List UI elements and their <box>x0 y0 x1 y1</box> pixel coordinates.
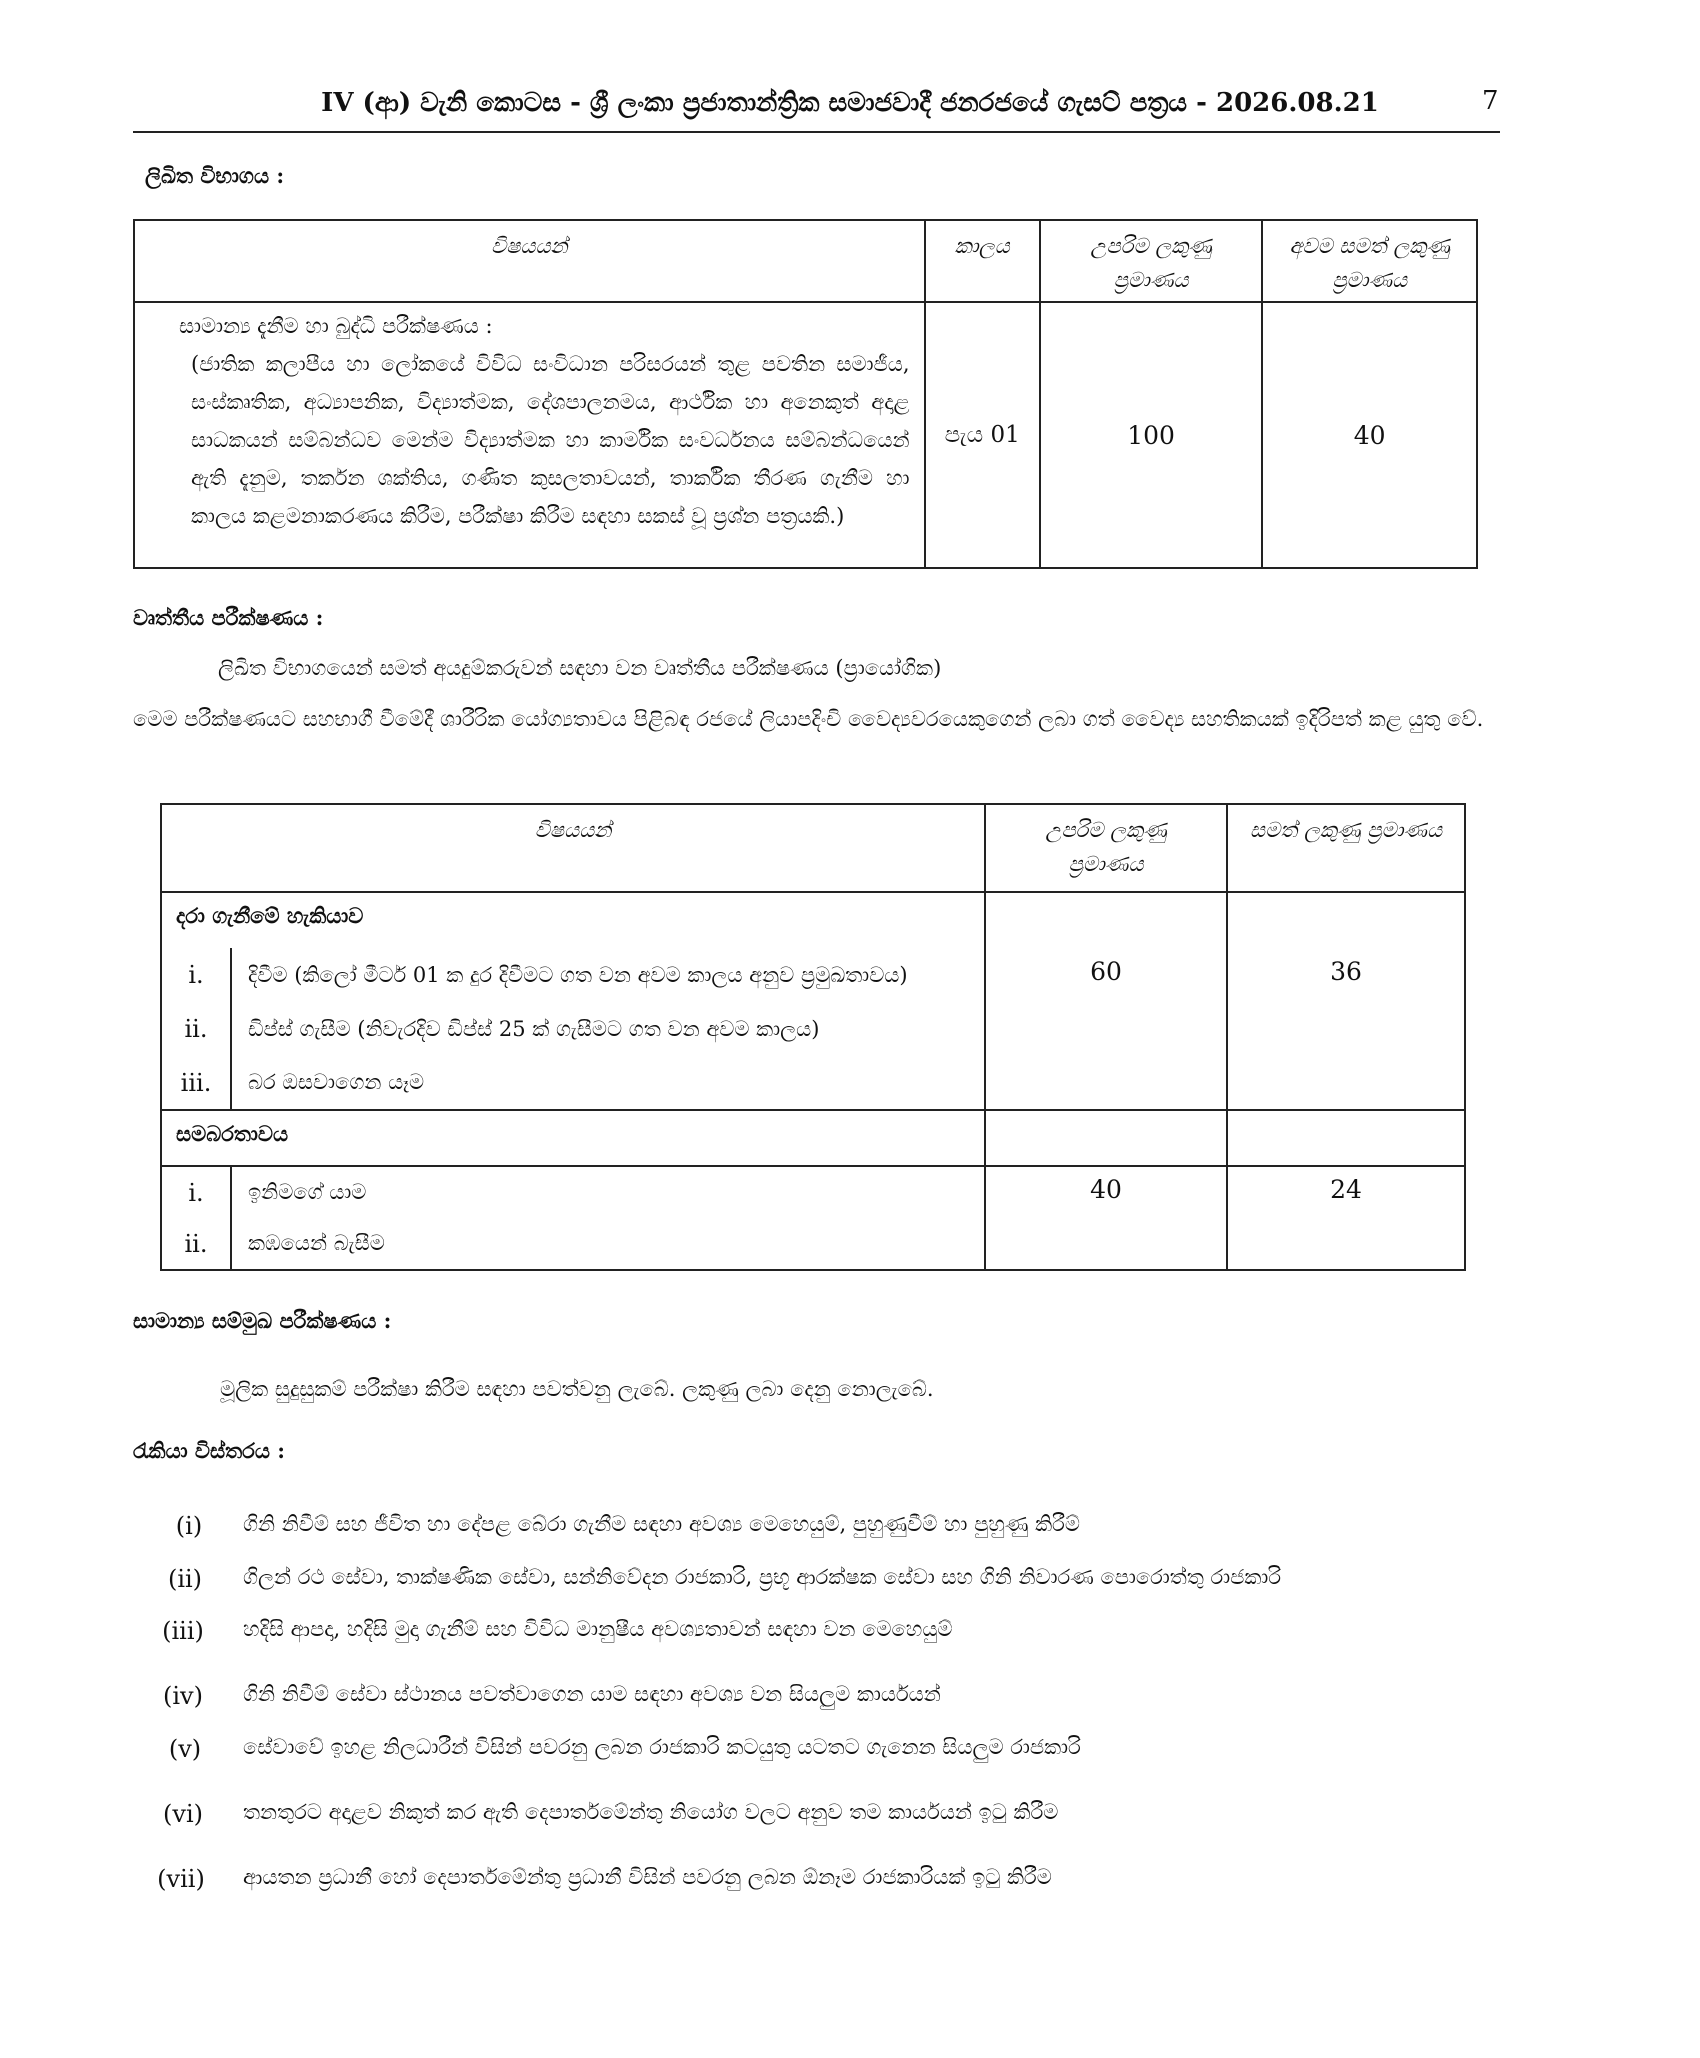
max-marks-cell: 100 <box>1040 302 1263 568</box>
group-label: දරා ගැනීමේ හැකියාව <box>161 892 985 948</box>
subject-title: සාමාන්‍ය දැනීම හා බුද්ධි පරීක්ෂණය : <box>179 314 493 338</box>
col-duration: කාලය <box>925 220 1040 302</box>
written-exam-heading: ලිඛිත විභාගය : <box>145 163 285 188</box>
duties-heading: රැකියා විස්තරය : <box>133 1438 286 1463</box>
table-header-row <box>161 804 1465 892</box>
col-max-marks: උපරිම ලකුණු ප්‍රමාණය <box>1040 220 1263 302</box>
item-number: (iv) <box>163 1682 203 1710</box>
group-max-marks: 60 <box>985 892 1227 1110</box>
item-text: සේවාවේ ඉහළ නිලධාරීන් විසින් පවරනු ලබන රාජකාරි කටයුතු යටතට ගැනෙන සියලුම රාජකාරි <box>243 1735 1081 1759</box>
subject-description: (ජාතික කලාපීය හා ලෝකයේ විවිධ සංවිධාන පරිසරයන් තුළ පවතින සමාජීය, සංස්කෘතික, අධ්‍යාපනික, විද්‍යාත්මක, දේශපාලනමය, ආර්ථික හා අනෙකුත් අදාළ සාධකයන් සම්බන්ධව මෙන්ම විද්‍යාත්මක හා කාර්මික සංවර්ධනය සම්බන්ධයෙන් ඇති දැනුම, තර්කන ශක්තිය, ගණිත කුසලතාවයන්, තාර්කික තීරණ ගැනීම හා කාලය කළමනාකරණය කිරීම, පරීක්ෂා කිරීම සඳහා සකස් වූ ප්‍රශ්න පත්‍රයකි.) <box>191 352 910 528</box>
interview-heading: සාමාන්‍ය සම්මුඛ පරීක්ෂණය : <box>133 1308 392 1333</box>
item-number: i. <box>161 948 231 1002</box>
empty-cell <box>1227 1110 1465 1166</box>
item-number: i. <box>161 1166 231 1218</box>
item-number: (i) <box>175 1512 203 1540</box>
col-max-marks: උපරිම ලකුණු ප්‍රමාණය <box>985 804 1227 892</box>
group-row-endurance <box>161 892 1465 948</box>
fitness-test-table <box>160 803 1466 1271</box>
item-text: ඉනිමගේ යාම <box>231 1166 985 1218</box>
col-pass-marks: සමත් ලකුණු ප්‍රමාණය <box>1227 804 1465 892</box>
item-text: තනතුරට අදාළව නිකුත් කර ඇති දෙපාර්තමේන්තු නියෝග වලට අනුව තම කාර්යයන් ඉටු කිරීම <box>243 1800 1059 1824</box>
item-text: ගිලන් රථ සේවා, තාක්ෂණික සේවා, සන්නිවේදන රාජකාරි, ප්‍රභූ ආරක්ෂක සේවා සහ ගිනි නිවාරණ පොරොත්තු රාජකාරි <box>243 1565 1282 1589</box>
min-pass-marks-cell: 40 <box>1262 302 1477 568</box>
empty-cell <box>985 1110 1227 1166</box>
duration-cell: පැය 01 <box>925 302 1040 568</box>
item-number: iii. <box>161 1056 231 1110</box>
subject-cell <box>134 302 925 568</box>
item-number: (ii) <box>167 1565 203 1593</box>
group-max-marks: 40 <box>985 1166 1227 1270</box>
item-text: කඹයෙන් බැසීම <box>231 1218 985 1270</box>
item-number: (vii) <box>157 1865 205 1893</box>
item-number: (v) <box>168 1735 202 1763</box>
page-number: 7 <box>1482 86 1499 116</box>
table-header-row <box>134 220 1477 302</box>
group-pass-marks: 24 <box>1227 1166 1465 1270</box>
header-divider <box>133 131 1500 133</box>
fitness-test-heading: වෘත්තීය පරීක්ෂණය : <box>133 605 324 630</box>
fitness-test-intro: ලිඛිත විභාගයෙන් සමත් අයදුම්කරුවන් සඳහා වන වෘත්තීය පරීක්ෂණය (ප්‍රායෝගික) <box>218 656 942 680</box>
item-text: ඩිප්ස් ගැසීම (නිවැරදිව ඩිප්ස් 25 ක් ගැසීමට ගත වන අවම කාලය) <box>231 1002 985 1056</box>
interview-text: මූලික සුදුසුකම් පරීක්ෂා කිරීම සඳහා පවත්වනු ලැබේ. ලකුණු ලබා දෙනු නොලැබේ. <box>220 1377 934 1401</box>
item-text: දිවීම (කිලෝ මීටර් 01 ක දුර දිවීමට ගත වන අවම කාලය අනුව ප්‍රමුඛතාවය) <box>231 948 985 1002</box>
col-subjects: විෂයයන් <box>134 220 925 302</box>
item-text: ගිනි නිවීම් සේවා ස්ථානය පවත්වාගෙන යාම සඳහා අවශ්‍ය වන සියලුම කාර්යයන් <box>243 1682 941 1706</box>
item-number: ii. <box>161 1002 231 1056</box>
col-subjects: විෂයයන් <box>161 804 985 892</box>
group-pass-marks: 36 <box>1227 892 1465 1110</box>
fitness-test-note: මෙම පරීක්ෂණයට සහභාගී වීමේදී ශාරීරික යෝග්‍යතාවය පිළිබඳ රජයේ ලියාපදිංචි වෛද්‍යවරයෙකුගෙන් ලබා ගත් වෛද්‍ය සහතිකයක් ඉදිරිපත් කළ යුතු වේ. <box>133 707 1484 731</box>
item-number: (iii) <box>162 1617 204 1645</box>
col-min-pass-marks: අවම සමත් ලකුණු ප්‍රමාණය <box>1262 220 1477 302</box>
list-item <box>161 1166 1465 1218</box>
page-header-title: IV (ආ) වැනි කොටස - ශ්‍රී ලංකා ප්‍රජාතාන්ත්‍රික සමාජවාදී ජනරජයේ ගැසට් පත්‍රය - 2026.08.21 <box>321 88 1379 118</box>
written-exam-table <box>133 219 1478 569</box>
group-row-balance <box>161 1110 1465 1166</box>
item-number: (vi) <box>163 1800 203 1828</box>
item-text: හදිසි ආපදා, හදිසි මුදා ගැනීම් සහ විවිධ මානුෂීය අවශ්‍යතාවන් සඳහා වන මෙහෙයුම් <box>243 1617 953 1641</box>
group-label: සමබරතාවය <box>161 1110 985 1166</box>
item-text: ගිනි නිවීම් සහ ජීවිත හා දේපළ බේරා ගැනීම සඳහා අවශ්‍ය මෙහෙයුම්, පුහුණුවීම් හා පුහුණු කිරීම් <box>243 1512 1080 1536</box>
item-number: ii. <box>161 1218 231 1270</box>
item-text: ආයතන ප්‍රධානී හෝ දෙපාර්තමේන්තු ප්‍රධානී විසින් පවරනු ලබන ඕනෑම රාජකාරියක් ඉටු කිරීම <box>243 1865 1052 1889</box>
table-row <box>134 302 1477 568</box>
item-text: බර ඔසවාගෙන යෑම <box>231 1056 985 1110</box>
